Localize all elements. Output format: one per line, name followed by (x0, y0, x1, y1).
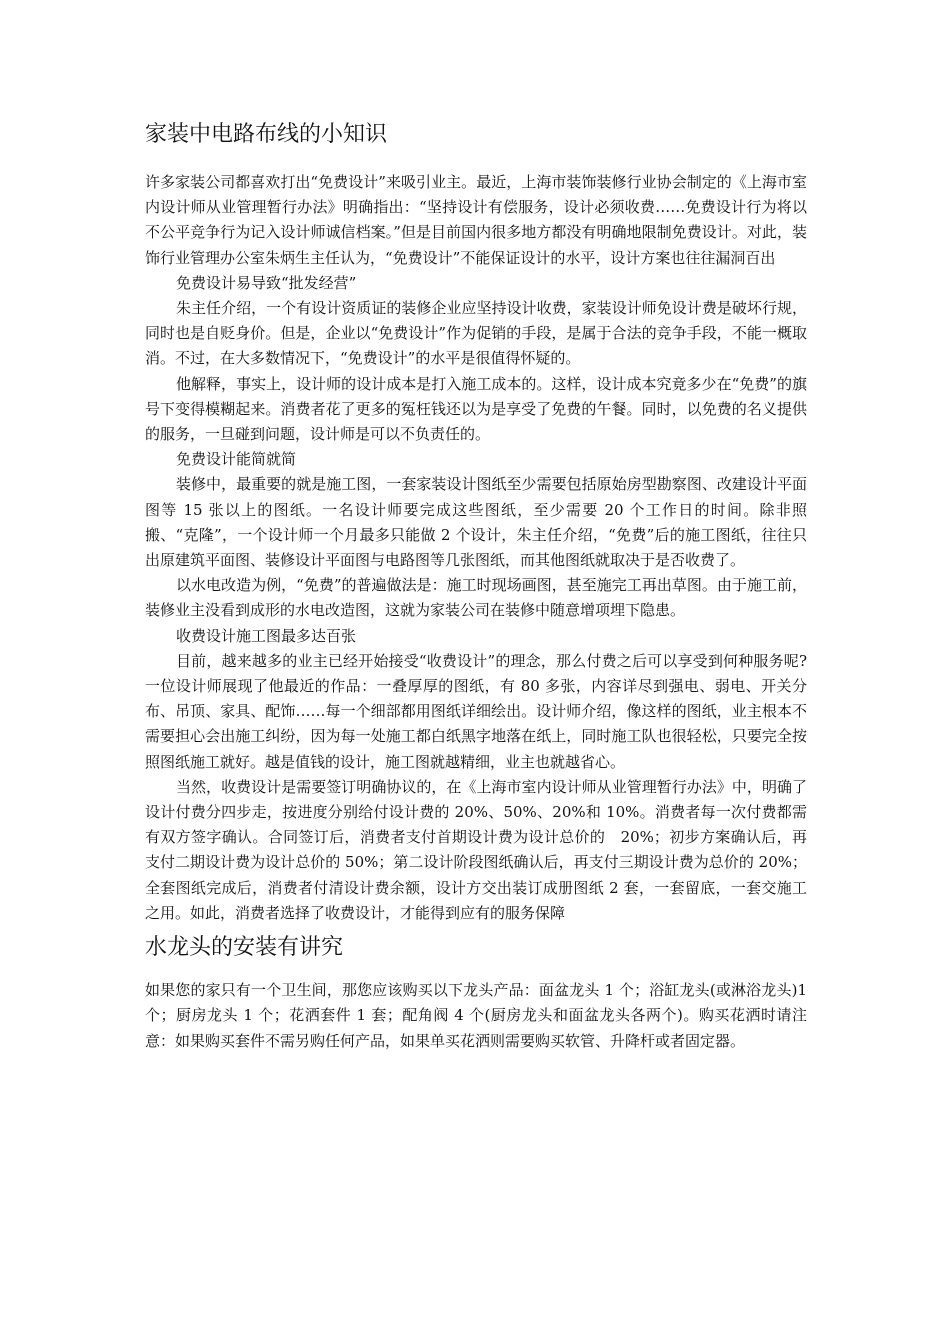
paragraph: 以水电改造为例，“免费”的普遍做法是：施工时现场画图，甚至施完工再出草图。由于施工前，装修业主没看到成形的水电改造图，这就为家装公司在装修中随意增项埋下隐患。 (145, 576, 807, 620)
paragraph: 他解释，事实上，设计师的设计成本是打入施工成本的。这样，设计成本究竟多少在“免费”的旗号下变得模糊起来。消费者花了更多的冤枉钱还以为是享受了免费的午餐。同时，以免费的名义提供的服务，一旦碰到问题，设计师是可以不负责任的。 (145, 374, 807, 444)
paragraph: 当然，收费设计是需要签订明确协议的，在《上海市室内设计师从业管理暂行办法》中，明确了设计付费分四步走，按进度分别给付设计费的 20%、50%、20%和 10%。消费者每一次付费都需有双方签字确认。合同签订后，消费者支付首期设计费为设计总价的 20%；初步方案确认后，再支付二期设计费为设计总价的 50%；第二设计阶段图纸确认后，再支付三期设计费为总价的 20%；全套图纸完成后，消费者付清设计费余额，设计方交出装订成册图纸 2 套，一套留底，一套交施工之用。如此，消费者选择了收费设计，才能得到应有的服务保障 (145, 777, 807, 922)
article-title-faucet: 水龙头的安装有讲究 (145, 935, 344, 961)
paragraph: 朱主任介绍，一个有设计资质证的装修企业应坚持设计收费，家装设计师免设计费是破坏行规，同时也是自贬身价。但是，企业以“免费设计”作为促销的手段，是属于合法的竞争手段，不能一概取消。不过，在大多数情况下，“免费设计”的水平是很值得怀疑的。 (145, 299, 807, 368)
section-heading-free-design: 免费设计易导致“批发经营” (176, 273, 357, 292)
document-page (145, 118, 807, 1054)
article-title-wiring: 家装中电路布线的小知识 (145, 122, 388, 147)
section-heading-simplified: 免费设计能简就简 (176, 450, 297, 469)
section-heading-paid-design: 收费设计施工图最多达百张 (176, 626, 357, 645)
intro-paragraph: 许多家装公司都喜欢打出“免费设计”来吸引业主。最近，上海市装饰装修行业协会制定的《上海市室内设计师从业管理暂行办法》明确指出：“坚持设计有偿服务，设计必须收费……免费设计行为将以不公平竞争行为记入设计师诚信档案。”但是目前国内很多地方都没有明确地限制免费设计。对此，装饰行业管理办公室朱炳生主任认为，“免费设计”不能保证设计的水平，设计方案也往往漏洞百出 (145, 173, 807, 267)
faucet-paragraph: 如果您的家只有一个卫生间，那您应该购买以下龙头产品：面盆龙头 1 个；浴缸龙头(或淋浴龙头)1 个；厨房龙头 1 个；花洒套件 1 套；配角阀 4 个(厨房龙头和面盆龙头各两个)。购买花洒时请注意：如果购买套件不需另购任何产品，如果单买花洒则需要购买软管、升降杆或者固定器。 (145, 981, 807, 1050)
paragraph: 装修中，最重要的就是施工图，一套家装设计图纸至少需要包括原始房型勘察图、改建设计平面图等 15 张以上的图纸。一名设计师要完成这些图纸，至少需要 20 个工作日的时间。除非照搬、“克隆”，一个设计师一个月最多只能做 2 个设计，朱主任介绍，“免费”后的施工图纸，往往只出原建筑平面图、装修设计平面图与电路图等几张图纸，而其他图纸就取决于是否收费了。 (145, 475, 807, 570)
paragraph: 目前，越来越多的业主已经开始接受“收费设计”的理念，那么付费之后可以享受到何种服务呢?一位设计师展现了他最近的作品：一叠厚厚的图纸，有 80 多张，内容详尽到强电、弱电、开关分布、吊顶、家具、配饰……每一个细部都用图纸详细绘出。设计师介绍，像这样的图纸，业主根本不需要担心会出施工纠纷，因为每一处施工都白纸黑字地落在纸上，同时施工队也很轻松，只要完全按照图纸施工就好。越是值钱的设计，施工图就越精细，业主也就越省心。 (145, 651, 807, 771)
